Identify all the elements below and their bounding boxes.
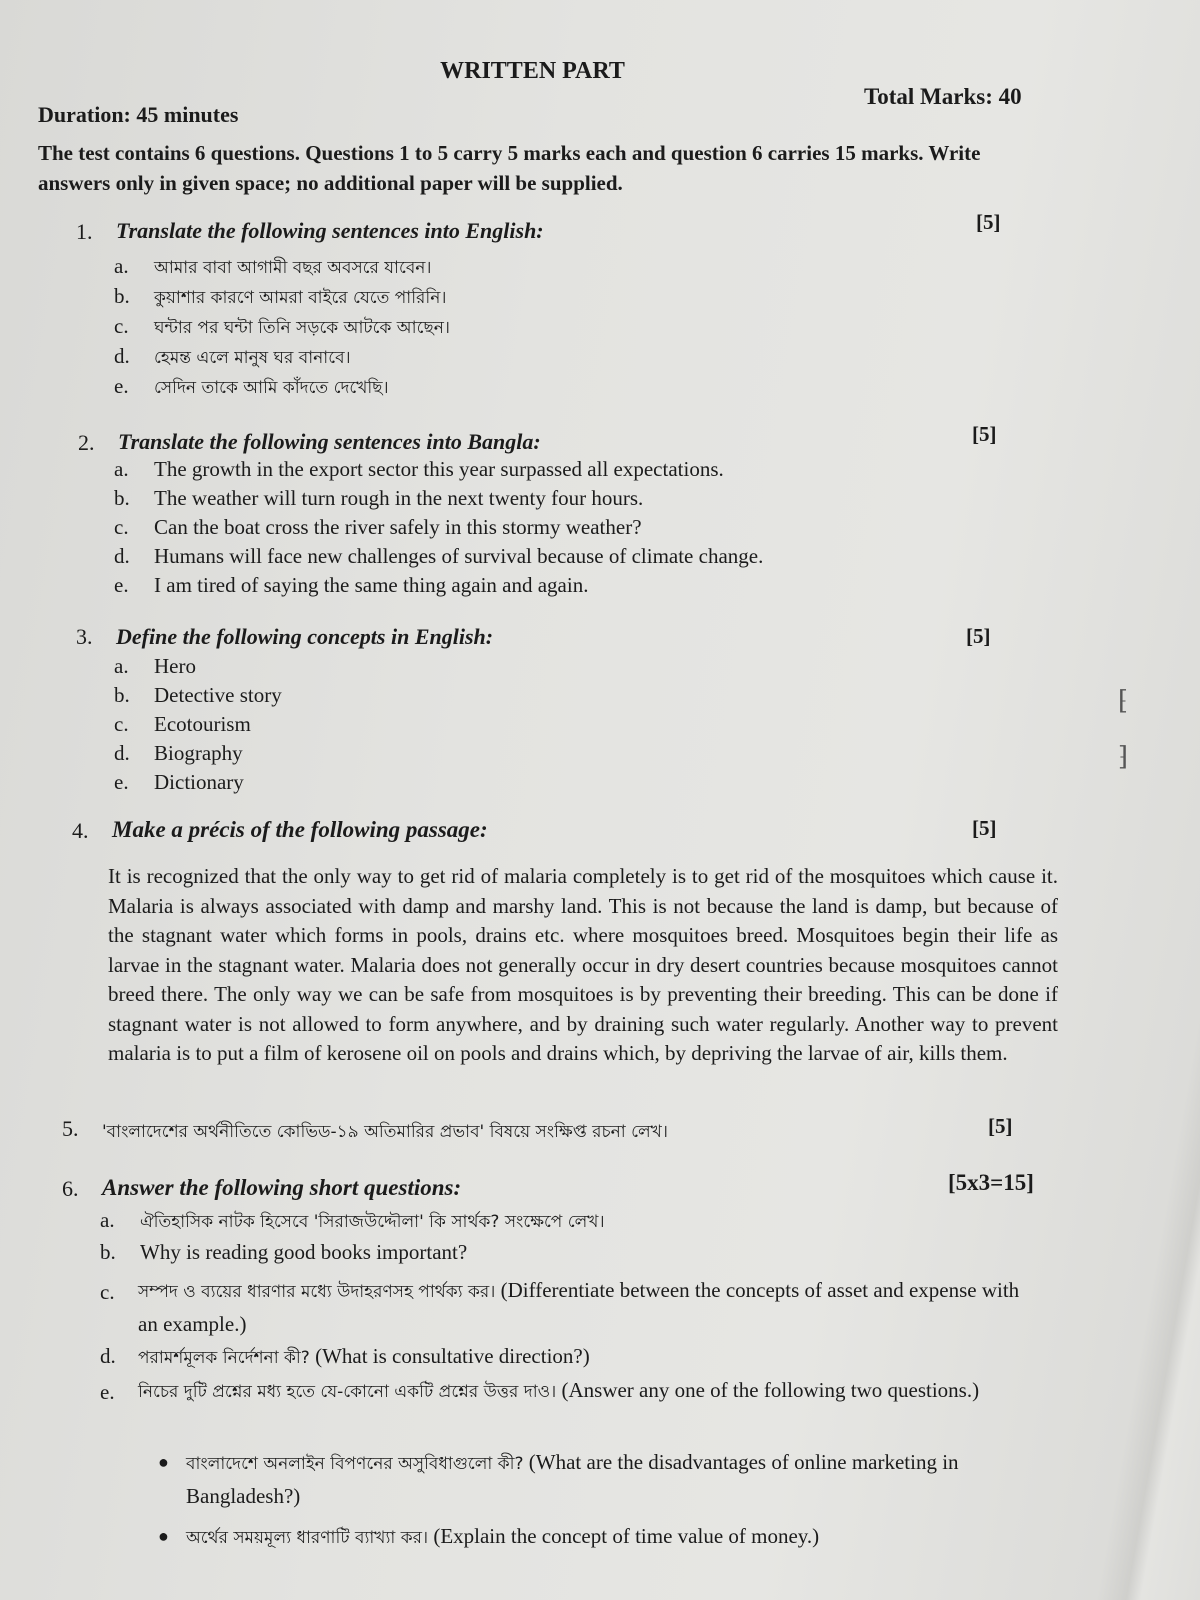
question-marks: [5] [972, 816, 997, 840]
item-text-english: (Explain the concept of time value of money.) [433, 1524, 820, 1548]
question-heading: Translate the following sentences into English: [116, 218, 544, 243]
item-text-bangla: বাংলাদেশে অনলাইন বিপণনের অসুবিধাগুলো কী? [186, 1454, 524, 1474]
item-text-bangla: নিচের দুটি প্রশ্নের মধ্য হতে যে-কোনো একটি প্রশ্নের উত্তর দাও। [138, 1382, 557, 1402]
list-item [114, 457, 724, 482]
question-marks: [5] [976, 210, 1001, 234]
item-text: Detective story [154, 683, 282, 707]
list-item [158, 1520, 1076, 1554]
list-item [114, 284, 447, 313]
item-text: Can the boat cross the river safely in this stormy weather? [154, 515, 642, 539]
item-label: c. [114, 712, 129, 736]
item-label: a. [114, 654, 129, 678]
item-text: Biography [154, 741, 243, 765]
duration: Duration: 45 minutes [38, 102, 239, 127]
question-number: 4. [72, 818, 89, 843]
item-label: e. [114, 770, 129, 794]
binder-clip-icon: ⁆ [1117, 742, 1128, 771]
page-title: WRITTEN PART [440, 58, 625, 84]
item-text [138, 1374, 1038, 1408]
item-text: Why is reading good books important? [140, 1240, 468, 1264]
list-item [158, 1446, 1076, 1512]
item-text [138, 1274, 1038, 1340]
item-label: e. [114, 374, 129, 398]
question-number: 1. [76, 219, 93, 244]
item-text [138, 1344, 590, 1373]
question-marks: [5] [972, 422, 997, 446]
list-item [114, 254, 432, 283]
list-item [114, 770, 244, 795]
instructions: The test contains 6 questions. Questions 1 to 5 carry 5 marks each and question 6 carries 15 marks. Write answers only in given space; no additional paper will be supplied. [38, 141, 981, 195]
item-text: Ecotourism [154, 712, 251, 736]
item-label: c. [114, 515, 129, 539]
list-item [100, 1240, 467, 1265]
binder-clip-icon: ⁅ [1117, 686, 1128, 715]
bullet-icon: ● [158, 1452, 169, 1472]
question-heading: Translate the following sentences into Bangla: [118, 429, 541, 454]
item-text: Hero [154, 654, 196, 678]
question-number: 2. [78, 430, 95, 455]
list-item [114, 314, 450, 343]
item-label: b. [114, 284, 130, 308]
item-text-bangla: পরামর্শমূলক নির্দেশনা কী? [138, 1348, 310, 1368]
item-label: e. [114, 573, 129, 597]
list-item [114, 515, 642, 540]
item-label: d. [100, 1344, 116, 1368]
item-text: The growth in the export sector this year surpassed all expectations. [154, 457, 724, 481]
question-heading: Define the following concepts in English: [116, 624, 494, 649]
list-item [114, 741, 243, 766]
item-text: Dictionary [154, 770, 244, 794]
list-item [114, 573, 588, 598]
list-item [114, 374, 389, 403]
list-item [114, 544, 763, 569]
item-label: b. [114, 683, 130, 707]
list-item [114, 344, 351, 373]
question-heading: Answer the following short questions: [102, 1175, 462, 1200]
question-number: 6. [62, 1176, 79, 1201]
item-text: কুয়াশার কারণে আমরা বাইরে যেতে পারিনি। [154, 288, 447, 308]
item-label: c. [114, 314, 129, 338]
question-marks: [5] [988, 1114, 1013, 1138]
item-text: ঐতিহাসিক নাটক হিসেবে 'সিরাজউদ্দৌলা' কি সার্থক? সংক্ষেপে লেখ। [140, 1212, 605, 1232]
list-item [114, 486, 643, 511]
item-text: হেমন্ত এলে মানুষ ঘর বানাবে। [154, 348, 351, 368]
item-text: আমার বাবা আগামী বছর অবসরে যাবেন। [154, 258, 432, 278]
item-text-bangla: অর্থের সময়মূল্য ধারণাটি ব্যাখ্যা কর। [186, 1528, 429, 1548]
bullet-icon: ● [158, 1526, 169, 1546]
passage: It is recognized that the only way to get rid of malaria completely is to get rid of the mosquitoes which cause it. Malaria is always associated with damp and marshy land. This is not because the land is damp, but because of the stagnant water which forms in pools, drains etc. where mosquitoes breed. Mosquitoes begin their life as larvae in the stagnant water. Malaria does not generally occur in dry desert countries because mosquitoes cannot breed there. The only way we can be safe from mosquitoes is by preventing their breeding. This can be done if stagnant water is not allowed to form anywhere, and by draining such water regularly. Another way to prevent malaria is to put a film of kerosene oil on pools and drains which, by depriving the larvae of air, kills them. [108, 864, 1058, 1065]
list-item [114, 654, 196, 679]
item-text-english: (What is consultative direction?) [315, 1344, 590, 1368]
item-text-english: (What are the disadvantages of online marketing in Bangladesh?) [186, 1450, 959, 1508]
list-item [114, 712, 251, 737]
item-text-bangla: সম্পদ ও ব্যয়ের ধারণার মধ্যে উদাহরণসহ পার্থক্য কর। [138, 1282, 496, 1302]
item-label: d. [114, 741, 130, 765]
item-label: d. [114, 344, 130, 368]
question-text: 'বাংলাদেশের অর্থনীতিতে কোভিড-১৯ অতিমারির প্রভাব' বিষয়ে সংক্ষিপ্ত রচনা লেখ। [102, 1122, 668, 1142]
list-item [114, 683, 282, 708]
item-text-english: (Answer any one of the following two questions.) [561, 1378, 980, 1402]
question-heading: Make a précis of the following passage: [112, 817, 488, 842]
total-marks: Total Marks: 40 [864, 84, 1022, 109]
item-label: a. [114, 457, 129, 481]
item-text-english: (Differentiate between the concepts of asset and expense with an example.) [138, 1278, 1020, 1336]
question-number: 5. [62, 1116, 79, 1141]
item-text: সেদিন তাকে আমি কাঁদতে দেখেছি। [154, 378, 389, 398]
item-text: The weather will turn rough in the next twenty four hours. [154, 486, 644, 510]
item-label: e. [100, 1380, 115, 1404]
question-number: 3. [76, 624, 93, 649]
item-label: b. [100, 1240, 116, 1264]
question-marks: [5x3=15] [948, 1170, 1034, 1195]
item-text: Humans will face new challenges of survival because of climate change. [154, 544, 764, 568]
question-marks: [5] [966, 624, 991, 648]
list-item [100, 1208, 605, 1237]
item-label: c. [100, 1280, 115, 1304]
item-label: d. [114, 544, 130, 568]
item-label: b. [114, 486, 130, 510]
item-label: a. [100, 1208, 115, 1232]
item-text: ঘন্টার পর ঘন্টা তিনি সড়কে আটকে আছেন। [154, 318, 451, 338]
item-label: a. [114, 254, 129, 278]
item-text: I am tired of saying the same thing again and again. [154, 573, 589, 597]
